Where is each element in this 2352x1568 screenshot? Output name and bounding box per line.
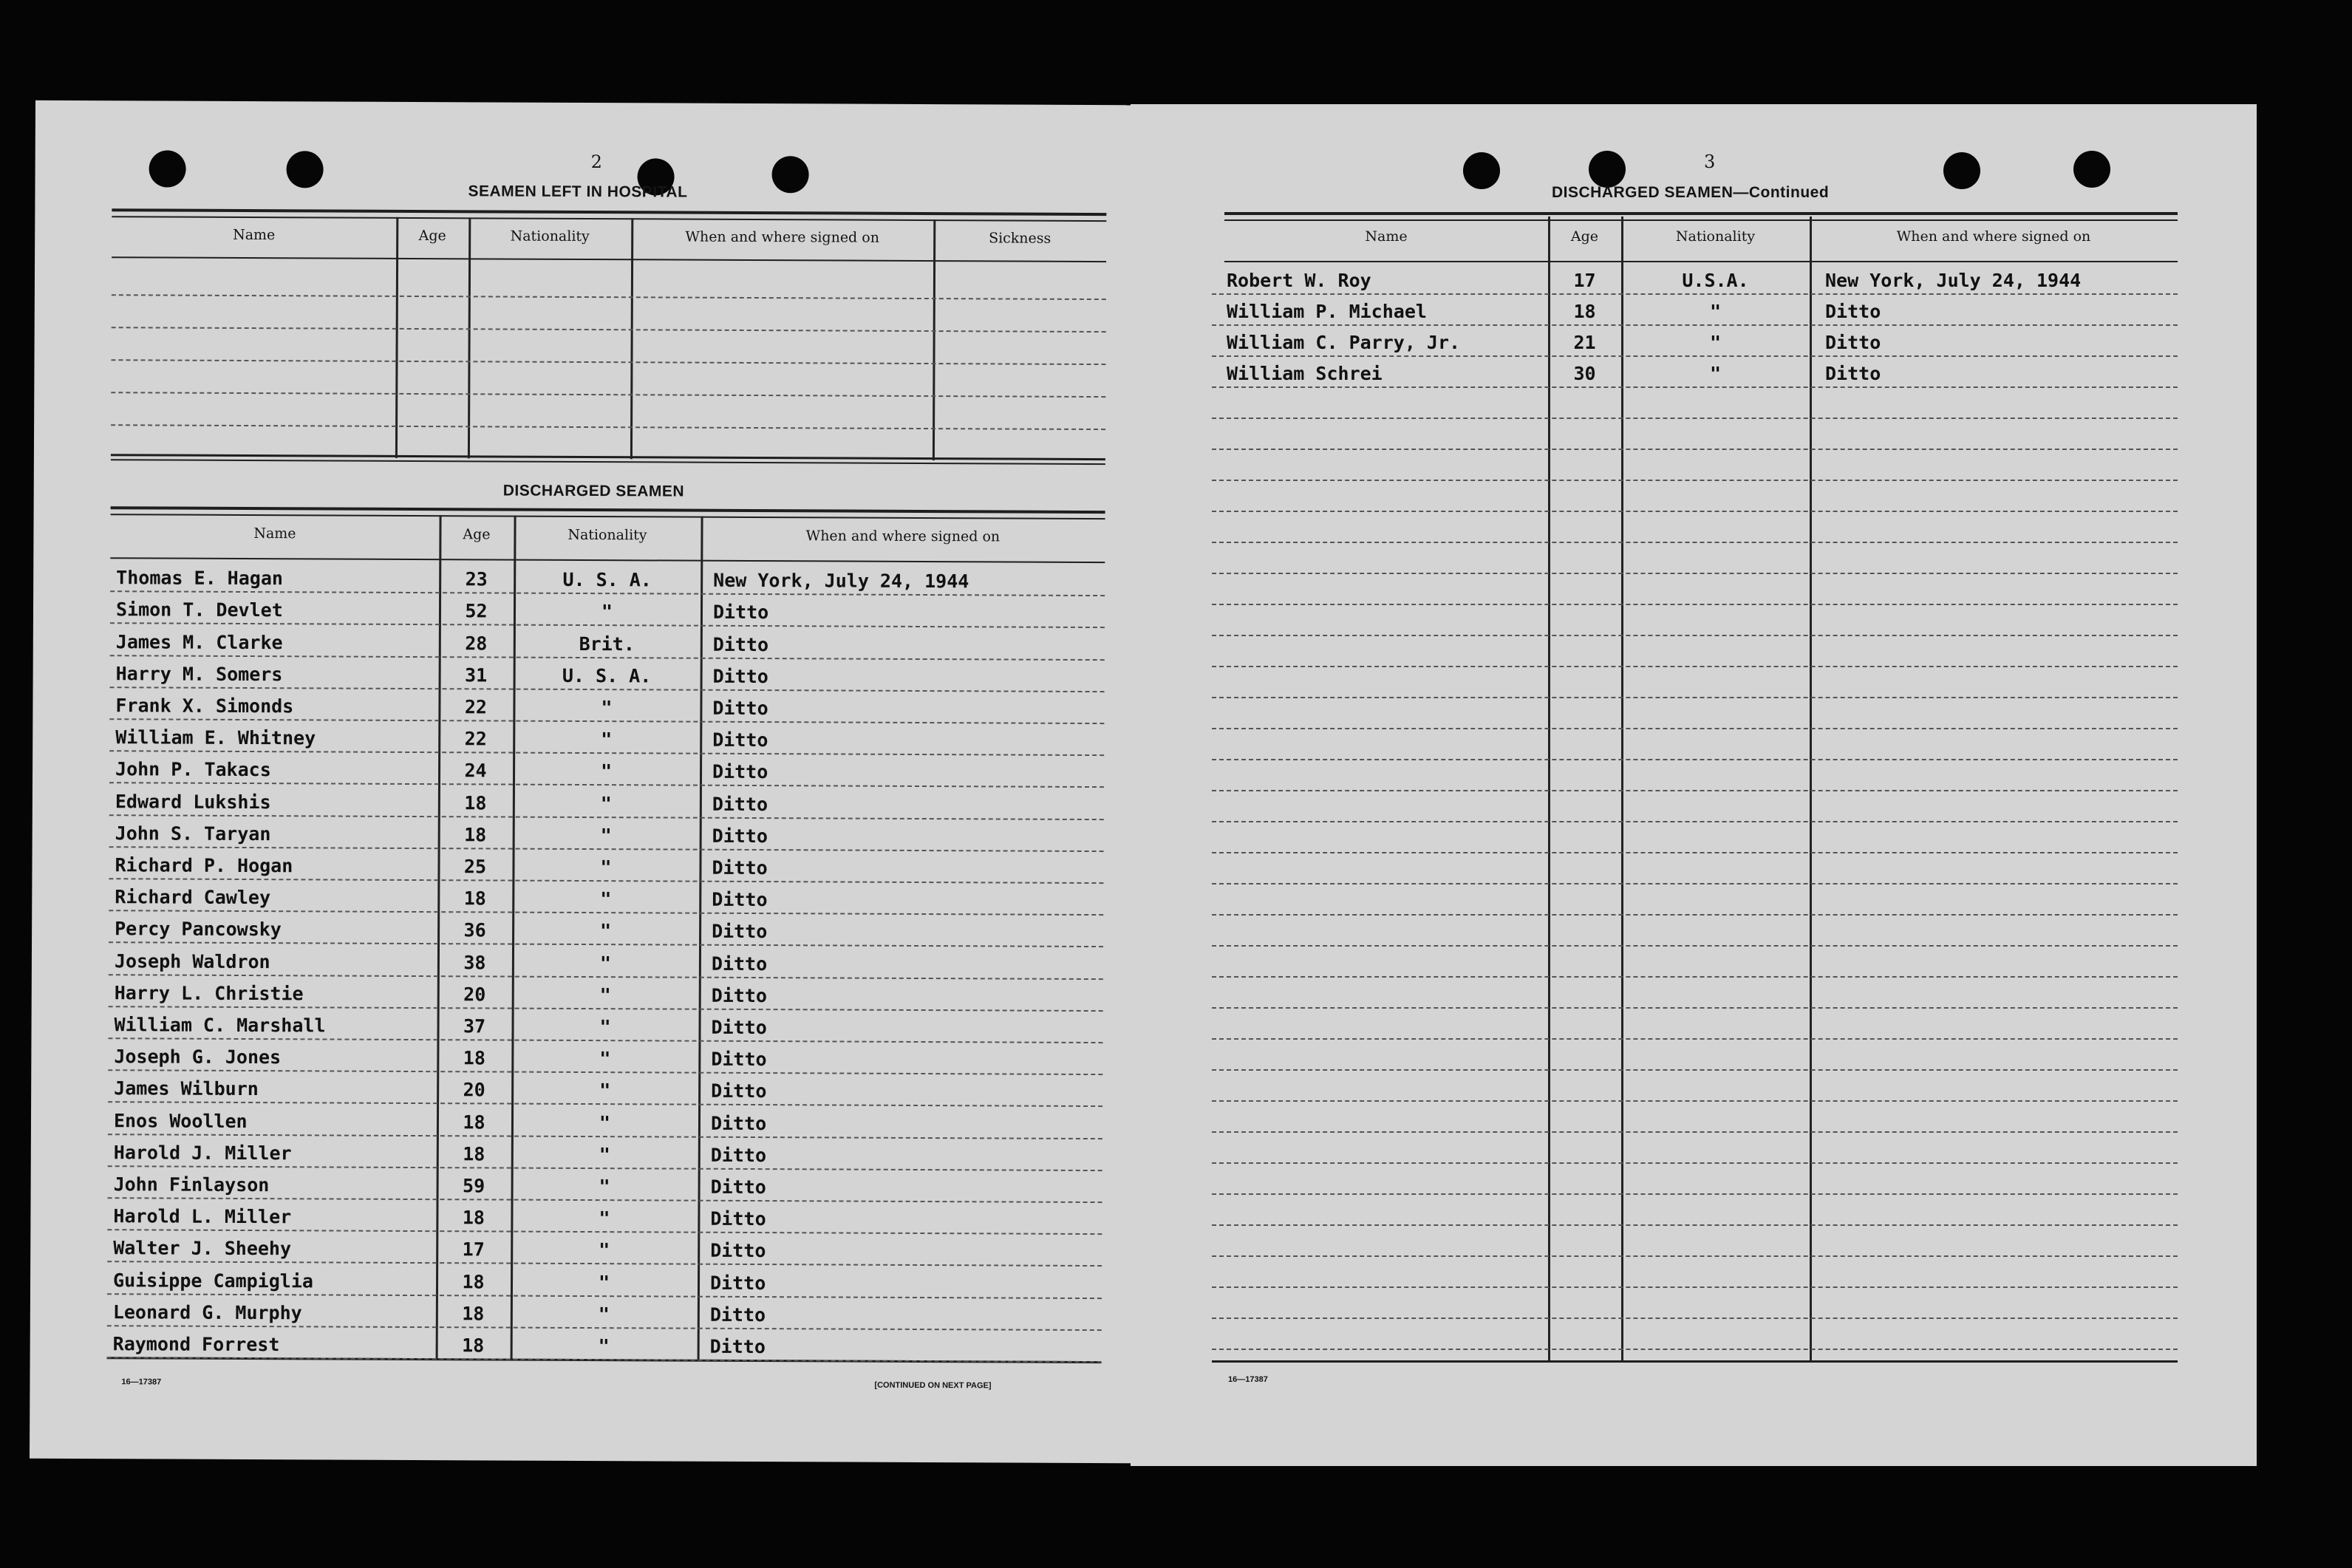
row-line (109, 1006, 1103, 1012)
seaman-age: 18 (463, 1143, 485, 1165)
seaman-age: 22 (464, 696, 488, 718)
row-line (111, 359, 1105, 365)
seaman-nationality: " (600, 920, 612, 942)
row-line (1212, 1069, 2178, 1071)
row-line (1212, 790, 2178, 791)
row-line (1212, 1100, 2178, 1102)
seaman-signed-on: Ditto (712, 697, 768, 720)
seaman-age: 17 (1573, 270, 1596, 291)
row-line (1212, 1318, 2178, 1319)
seaman-signed-on: Ditto (712, 856, 768, 879)
seaman-nationality: " (600, 888, 612, 910)
seaman-nationality: " (599, 1207, 610, 1230)
row-line (1212, 666, 2178, 667)
seaman-age: 20 (463, 984, 486, 1006)
row-line (110, 686, 1105, 692)
seaman-age: 18 (463, 1047, 485, 1069)
right-page (1131, 104, 2257, 1466)
row-line (109, 942, 1103, 948)
seaman-age: 59 (462, 1175, 485, 1197)
seaman-nationality: " (1709, 363, 1722, 384)
binder-hole (771, 156, 808, 193)
row-line (1212, 542, 2178, 543)
continued-note: [CONTINUED ON NEXT PAGE] (874, 1380, 992, 1391)
seaman-name: Frank X. Simonds (115, 695, 294, 717)
row-line (107, 1261, 1102, 1267)
col-header-nationality: Nationality (1675, 228, 1756, 245)
seaman-age: 18 (1573, 301, 1596, 322)
seaman-signed-on: Ditto (709, 1272, 766, 1294)
discharged-continued-title (1552, 184, 1829, 202)
seaman-name: Harry M. Somers (115, 663, 283, 686)
form-number: 16—17387 (121, 1377, 162, 1387)
hospital-section-title: SEAMEN LEFT IN HOSPITAL (468, 183, 688, 201)
seaman-name: William C. Marshall (114, 1014, 326, 1037)
seaman-age: 18 (462, 1334, 485, 1357)
seaman-signed-on: Ditto (710, 1240, 766, 1262)
seaman-name: Raymond Forrest (112, 1333, 280, 1356)
row-line (1212, 604, 2178, 605)
seaman-nationality: U. S. A. (562, 664, 652, 687)
seaman-age: 25 (463, 856, 487, 878)
seaman-name: Harold L. Miller (113, 1205, 292, 1228)
seaman-nationality: " (599, 1143, 610, 1165)
seaman-name: Richard Cawley (115, 886, 271, 909)
row-line (1212, 1162, 2178, 1164)
binder-hole (1463, 152, 1500, 189)
row-line (1212, 945, 2178, 947)
row-line (1212, 1286, 2178, 1288)
row-line (107, 1293, 1102, 1299)
seaman-nationality: " (599, 1176, 610, 1198)
seaman-age: 18 (463, 1111, 485, 1134)
row-line (1212, 821, 2178, 822)
seaman-signed-on: Ditto (709, 1303, 766, 1326)
seaman-signed-on: Ditto (712, 761, 768, 783)
row-line (108, 1165, 1102, 1171)
row-line (1212, 1224, 2178, 1226)
seaman-age: 21 (1573, 332, 1596, 353)
seaman-age: 18 (464, 791, 487, 814)
binder-hole (149, 150, 186, 187)
col-header-nationality: Nationality (510, 228, 590, 245)
col-header-name: Name (253, 525, 296, 542)
seaman-nationality: " (601, 601, 613, 623)
seaman-name: Edward Lukshis (115, 790, 271, 813)
col-header-age: Age (418, 228, 446, 245)
seaman-name: Harry L. Christie (114, 982, 304, 1005)
seaman-name: John P. Takacs (115, 758, 271, 781)
seaman-signed-on: New York, July 24, 1944 (713, 569, 969, 593)
row-line (108, 1102, 1102, 1108)
row-line (1212, 1255, 2178, 1257)
seaman-name: Harold J. Miller (113, 1142, 292, 1165)
seaman-signed-on: Ditto (710, 1176, 766, 1199)
col-header-name: Name (233, 226, 276, 244)
seaman-name: James Wilburn (114, 1077, 259, 1100)
seaman-nationality: U.S.A. (1682, 270, 1749, 291)
row-line (111, 392, 1105, 398)
seaman-nationality: " (599, 1048, 611, 1070)
col-header-sickness: Sickness (989, 230, 1051, 247)
seaman-signed-on: Ditto (711, 1080, 767, 1102)
seaman-signed-on: Ditto (710, 1112, 767, 1134)
seaman-name: William Schrei (1227, 363, 1383, 384)
row-line (1212, 1007, 2178, 1009)
seaman-age: 36 (463, 919, 486, 941)
seaman-signed-on: Ditto (712, 729, 768, 751)
seaman-nationality: " (600, 856, 612, 879)
col-header-signed-on: When and where signed on (685, 228, 880, 246)
seaman-age: 18 (464, 824, 487, 846)
seaman-age: 20 (463, 1079, 485, 1101)
row-line (1212, 883, 2178, 884)
seaman-nationality: " (599, 1080, 611, 1102)
row-line (1212, 1193, 2178, 1195)
seaman-age: 28 (465, 632, 488, 655)
row-line (1212, 1349, 2178, 1350)
row-line (1212, 697, 2178, 698)
seaman-name: William C. Parry, Jr. (1227, 332, 1461, 353)
seaman-nationality: " (600, 824, 612, 846)
row-line (108, 1197, 1102, 1203)
seaman-age: 52 (465, 600, 488, 622)
seaman-name: James M. Clarke (115, 630, 283, 653)
seaman-name: Joseph G. Jones (114, 1046, 282, 1068)
seaman-signed-on: Ditto (709, 1335, 766, 1358)
row-line (1212, 417, 2178, 419)
row-line (107, 1357, 1102, 1363)
row-line (109, 783, 1104, 788)
seaman-name: Enos Woollen (113, 1109, 248, 1132)
col-header-signed-on: When and where signed on (805, 528, 1001, 545)
binder-hole (1589, 151, 1626, 188)
row-line (109, 814, 1104, 820)
row-line (1212, 480, 2178, 481)
seaman-name: Joseph Waldron (114, 950, 270, 972)
seaman-nationality: " (601, 729, 613, 751)
seaman-signed-on: Ditto (712, 921, 768, 943)
col-header-signed-on: When and where signed on (1896, 228, 2091, 245)
left-page (30, 100, 1136, 1463)
seaman-age: 30 (1573, 363, 1596, 384)
row-line (1212, 293, 2178, 295)
seaman-nationality: " (598, 1335, 610, 1357)
col-header-name: Name (1365, 228, 1408, 245)
seaman-signed-on: Ditto (711, 1016, 767, 1039)
seaman-age: 24 (464, 760, 487, 782)
row-line (1212, 976, 2178, 978)
binder-hole (2073, 151, 2110, 188)
seaman-name: Percy Pancowsky (115, 918, 282, 941)
seaman-nationality: " (599, 984, 611, 1006)
row-line (1212, 573, 2178, 574)
row-line (1212, 635, 2178, 636)
row-line (1212, 759, 2178, 760)
seaman-nationality: " (598, 1303, 610, 1325)
seaman-nationality: U. S. A. (562, 569, 652, 591)
row-line (110, 623, 1105, 629)
seaman-signed-on: Ditto (712, 633, 769, 655)
seaman-age: 18 (462, 1303, 485, 1325)
seaman-name: Guisippe Campiglia (112, 1269, 314, 1292)
seaman-name: Robert W. Roy (1227, 270, 1371, 291)
seaman-name: John S. Taryan (115, 822, 271, 845)
col-header-age: Age (463, 526, 491, 543)
row-line (112, 294, 1106, 300)
title-suffix: —Continued (1733, 184, 1830, 201)
row-line (1212, 1038, 2178, 1040)
row-line (109, 718, 1104, 724)
row-line (109, 878, 1103, 884)
row-line (1212, 386, 2178, 388)
seaman-signed-on: Ditto (710, 1144, 767, 1166)
row-line (108, 1134, 1102, 1139)
seaman-nationality: " (601, 697, 613, 719)
seaman-signed-on: Ditto (711, 984, 768, 1006)
row-line (108, 1069, 1102, 1075)
seaman-signed-on: Ditto (712, 888, 768, 911)
seaman-nationality: " (598, 1271, 610, 1293)
seaman-nationality: " (599, 1016, 611, 1038)
discharged-section-title: DISCHARGED SEAMEN (502, 482, 685, 500)
seaman-age: 18 (463, 887, 486, 910)
row-line (1212, 355, 2178, 357)
seaman-nationality: " (599, 1111, 611, 1134)
binder-hole (1943, 152, 1980, 189)
row-line (1212, 728, 2178, 729)
seaman-name: William E. Whitney (115, 726, 316, 749)
row-line (109, 974, 1103, 980)
page-number: 2 (590, 151, 603, 173)
seaman-nationality: Brit. (579, 633, 635, 655)
seaman-signed-on: Ditto (712, 793, 768, 815)
row-line (1212, 449, 2178, 450)
seaman-name: Thomas E. Hagan (116, 567, 284, 590)
seaman-nationality: " (1709, 301, 1722, 322)
row-line (1212, 324, 2178, 326)
seaman-signed-on: Ditto (1825, 363, 1881, 384)
row-line (109, 846, 1104, 852)
row-line (110, 655, 1105, 661)
title-main: DISCHARGED SEAMEN (1552, 184, 1734, 201)
seaman-nationality: " (599, 1239, 610, 1261)
seaman-name: Leonard G. Murphy (112, 1301, 302, 1324)
row-line (111, 424, 1105, 430)
seaman-nationality: " (600, 760, 613, 783)
page-number: 3 (1704, 151, 1716, 172)
row-line (1212, 914, 2178, 916)
row-line (1212, 852, 2178, 853)
form-number: 16—17387 (1228, 1375, 1268, 1384)
seaman-age: 18 (462, 1270, 485, 1293)
seaman-nationality: " (600, 792, 612, 814)
seaman-name: John Finlayson (113, 1173, 270, 1196)
row-line (1212, 511, 2178, 512)
seaman-signed-on: Ditto (711, 1048, 767, 1071)
row-line (108, 1037, 1102, 1043)
row-line (109, 910, 1103, 916)
row-line (1212, 1131, 2178, 1133)
seaman-age: 31 (465, 664, 488, 686)
seaman-signed-on: New York, July 24, 1944 (1825, 270, 2082, 291)
col-header-nationality: Nationality (567, 526, 647, 544)
seaman-age: 17 (462, 1238, 485, 1261)
seaman-signed-on: Ditto (710, 1207, 766, 1230)
seaman-age: 22 (464, 728, 487, 750)
seaman-nationality: " (599, 952, 612, 974)
row-line (109, 750, 1104, 756)
seaman-nationality: " (1709, 332, 1722, 353)
binder-hole (287, 151, 324, 188)
row-line (112, 327, 1106, 333)
seaman-age: 18 (462, 1207, 485, 1229)
seaman-name: Simon T. Devlet (115, 599, 283, 621)
seaman-signed-on: Ditto (712, 825, 768, 847)
seaman-signed-on: Ditto (712, 665, 768, 687)
seaman-name: Richard P. Hogan (115, 854, 293, 877)
seaman-name: William P. Michael (1227, 301, 1427, 322)
seaman-age: 38 (463, 951, 486, 974)
seaman-signed-on: Ditto (1825, 332, 1881, 353)
row-line (107, 1229, 1102, 1235)
seaman-name: Walter J. Sheehy (113, 1237, 292, 1260)
seaman-age: 23 (465, 568, 488, 590)
seaman-signed-on: Ditto (711, 952, 768, 975)
seaman-signed-on: Ditto (1825, 301, 1881, 322)
col-header-age: Age (1570, 228, 1599, 245)
row-line (107, 1325, 1102, 1331)
seaman-age: 37 (463, 1015, 486, 1037)
seaman-signed-on: Ditto (712, 601, 769, 624)
